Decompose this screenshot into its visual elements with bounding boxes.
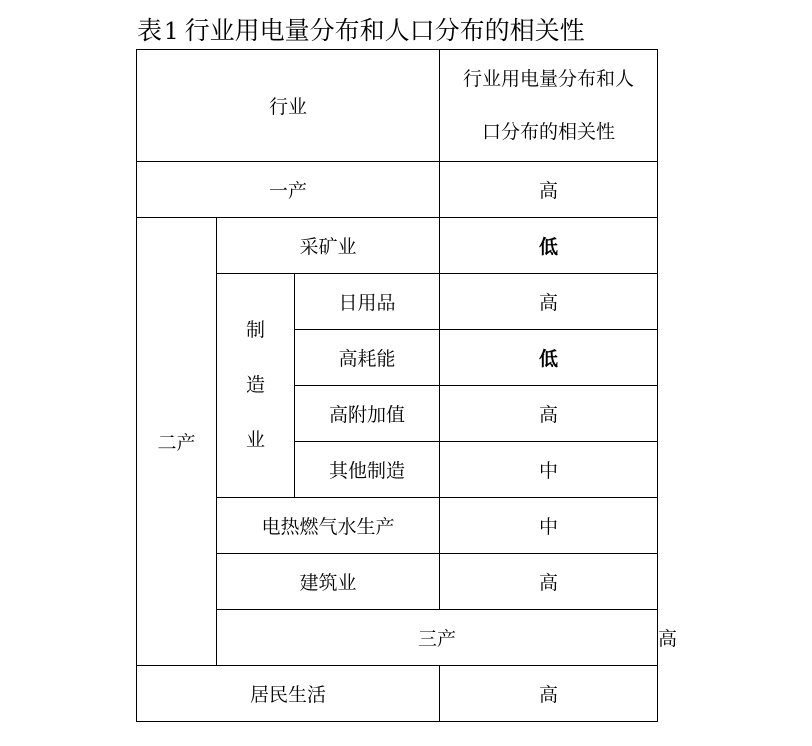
row-level-high-energy: 低 [440, 330, 658, 386]
table-header-row [137, 50, 658, 162]
header-correlation-line2: 口分布的相关性 [482, 120, 616, 143]
row-label-primary: 一产 [137, 162, 440, 218]
row-level-mining: 低 [440, 218, 658, 274]
row-level-residential: 高 [440, 666, 658, 722]
row-level-construction: 高 [440, 554, 658, 610]
manufacturing-char-3: 业 [245, 429, 265, 451]
table-caption [137, 14, 657, 48]
row-label-residential: 居民生活 [137, 666, 440, 722]
row-label-high-energy: 高耗能 [295, 330, 440, 386]
row-label-manufacturing [217, 274, 295, 498]
row-label-other-manufacturing: 其他制造 [295, 442, 440, 498]
row-level-primary: 高 [440, 162, 658, 218]
row-label-daily-goods: 日用品 [295, 274, 440, 330]
header-industry: 行业 [137, 50, 440, 162]
table-row-mining [137, 218, 658, 274]
row-label-mining: 采矿业 [217, 218, 440, 274]
table-row-residential [137, 666, 658, 722]
header-correlation-line1: 行业用电量分布和人 [463, 67, 635, 90]
caption-number: 1 [164, 19, 179, 45]
row-label-high-value: 高附加值 [295, 386, 440, 442]
correlation-table [136, 49, 678, 722]
caption-label: 表 [137, 16, 163, 45]
caption-title: 行业用电量分布和人口分布的相关性 [184, 16, 585, 45]
row-level-high-value: 高 [440, 386, 658, 442]
row-level-daily-goods: 高 [440, 274, 658, 330]
row-level-other-manufacturing: 中 [440, 442, 658, 498]
header-correlation [440, 50, 658, 162]
row-level-utilities: 中 [440, 498, 658, 554]
row-label-tertiary: 三产 [217, 610, 658, 666]
table-row-primary [137, 162, 658, 218]
row-label-construction: 建筑业 [217, 554, 440, 610]
manufacturing-char-2: 造 [245, 374, 265, 396]
manufacturing-char-1: 制 [245, 319, 265, 341]
row-label-secondary: 二产 [137, 218, 217, 666]
row-label-utilities: 电热燃气水生产 [217, 498, 440, 554]
table-row-tertiary: 三产 高 [137, 610, 658, 666]
